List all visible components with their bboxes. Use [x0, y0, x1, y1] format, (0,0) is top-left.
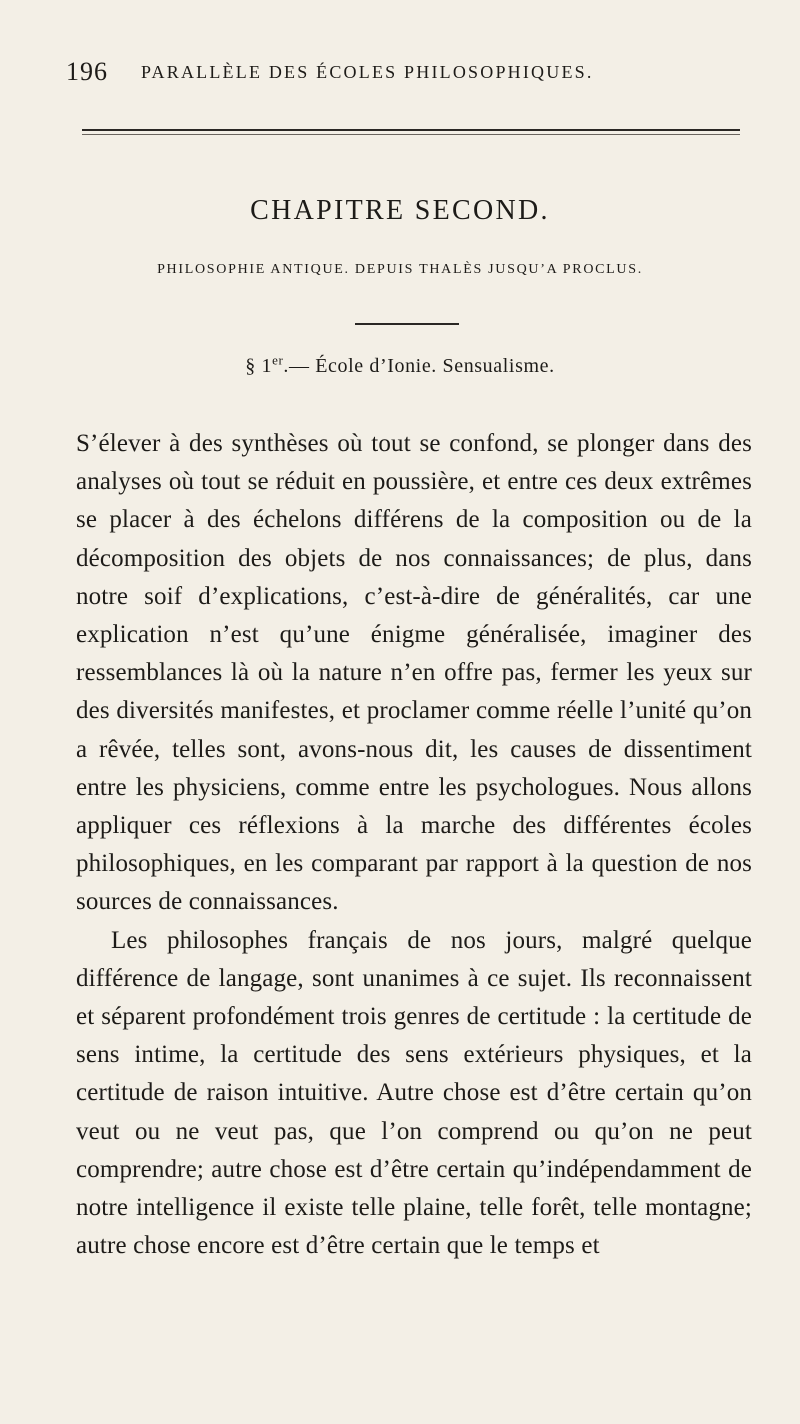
section-title: .— École d’Ionie. Sensualisme. — [283, 355, 555, 377]
section-prefix: § 1 — [245, 355, 273, 377]
top-rule-thin — [82, 134, 740, 135]
body-text — [76, 425, 752, 1265]
running-title: PARALLÈLE DES ÉCOLES PHILOSOPHIQUES. — [141, 62, 594, 82]
running-head — [66, 57, 746, 87]
section-heading — [0, 352, 800, 378]
paragraph: Les philosophes français de nos jours, malgré quelque différence de langage, sont unanimes à ce sujet. Ils reconnaissent et séparent profondément trois genres de certitude : la certitude de sens intime, la certitude des sens extérieurs physiques, et la certitude de raison intuitive. Autre chose est d’être certain qu’on veut ou ne veut pas, que l’on comprend ou qu’on ne peut comprendre; autre chose est d’être certain qu’indépendamment de notre intelligence il existe telle plaine, telle forêt, telle montagne; autre chose encore est d’être certain que le temps et — [76, 926, 752, 1260]
paragraph: S’élever à des synthèses où tout se confond, se plonger dans des analyses où tout se réduit en poussière, et entre ces deux extrêmes se placer à des échelons différens de la composition ou de la décomposition des objets de nos connaissances; de plus, dans notre soif d’explications, c’est-à-dire de généralités, car une explication n’est qu’une énigme généralisée, imaginer des ressemblances là où la nature n’en offre pas, fermer les yeux sur des diversités manifestes, et proclamer comme réelle l’unité qu’on a rêvée, telles sont, avons-nous dit, les causes de dissentiment entre les physiciens, comme entre les psychologues. Nous allons appliquer ces réflexions à la marche des différentes écoles philosophiques, en les comparant par rapport à la question de nos sources de connaissances. — [76, 430, 752, 916]
chapter-subtitle: PHILOSOPHIE ANTIQUE. DEPUIS THALÈS JUSQU’A PROCLUS. — [157, 262, 643, 277]
section-superscript: er — [272, 352, 284, 368]
page-number: 196 — [66, 57, 108, 86]
top-rule — [82, 129, 740, 131]
chapter-title: CHAPITRE SECOND. — [250, 195, 550, 226]
ornamental-rule — [355, 323, 459, 325]
